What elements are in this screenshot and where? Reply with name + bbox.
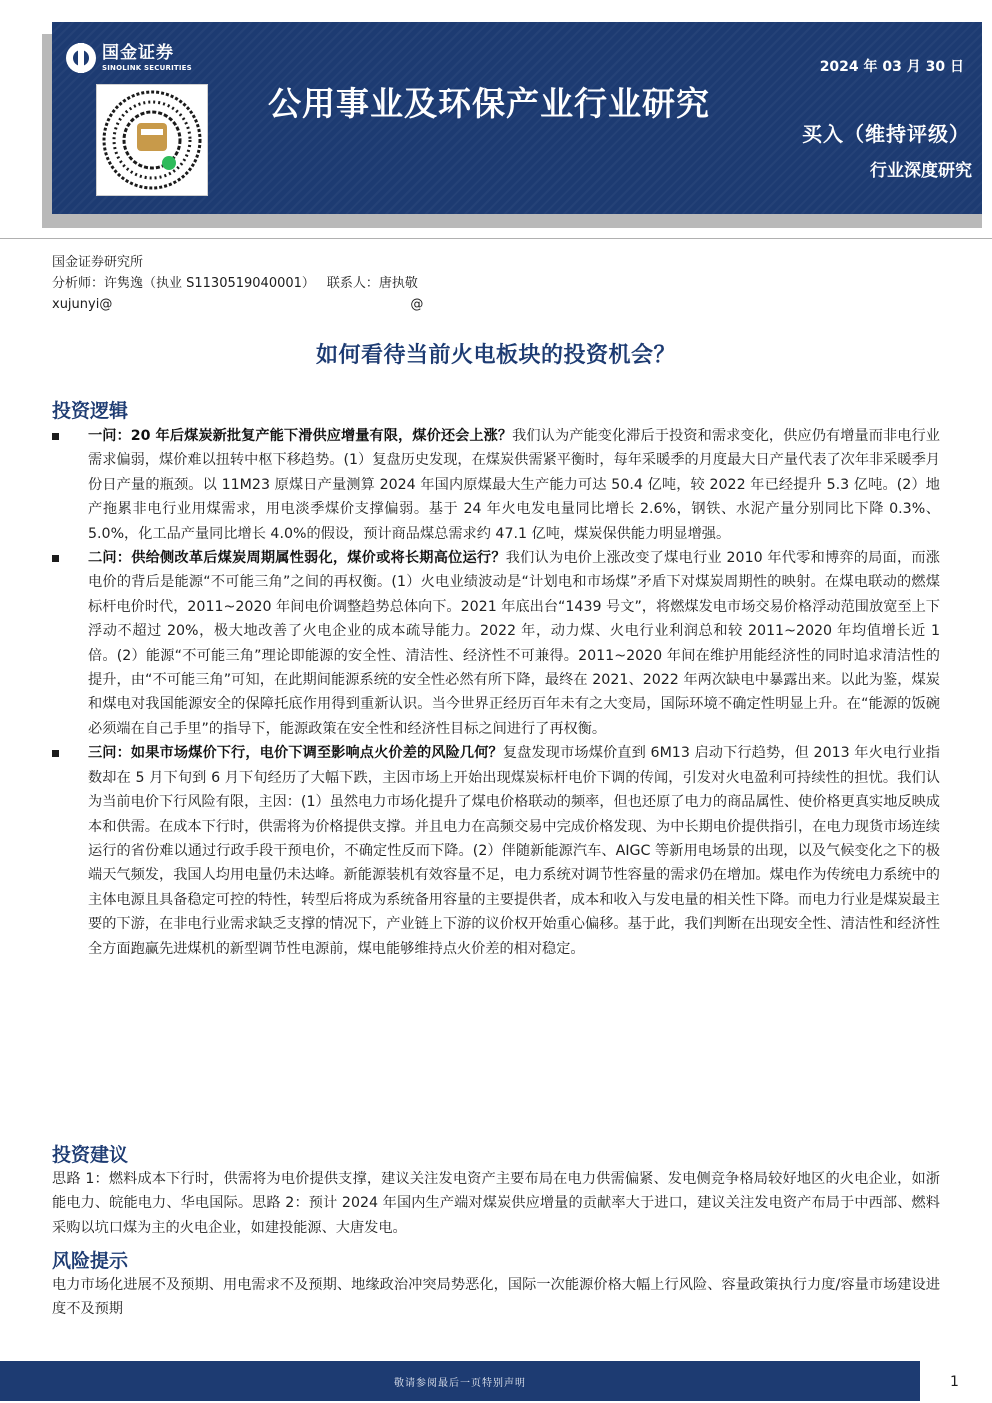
section-heading-advice: 投资建议 bbox=[52, 1144, 129, 1166]
qr-code-icon bbox=[96, 84, 208, 196]
analyst-row bbox=[52, 273, 423, 294]
qr-code-graphic bbox=[97, 85, 207, 195]
logic-item-3 bbox=[52, 741, 940, 961]
report-title: 如何看待当前火电板块的投资机会？ bbox=[315, 343, 676, 368]
company-logo bbox=[66, 40, 206, 76]
logic-list bbox=[52, 424, 940, 961]
report-date: 2024 年 03 月 30 日 bbox=[819, 59, 964, 75]
logic-item-2 bbox=[52, 546, 940, 741]
bullet-square-icon bbox=[52, 555, 59, 562]
logic-answer-1: 我们认为产能变化滞后于投资和需求变化，供应仍有增量而非电行业需求偏弱，煤价难以扭转中枢下移趋势。(1）复盘历史发现，在煤炭供需紧平衡时，每年采暖季的月度最大日产量代表了次年非采暖季月份日产量的瓶颈。以 11M23 原煤日产量测算 2024 年国内原煤最大生产能力可达 50.4 亿吨，较 2022 年已经提升 5.3 亿吨。(2）地产拖累非电行业用煤需求，用电淡季煤价支撑偏弱。基于 24 年火电发电量同比增长 2.6%，钢铁、水泥产量分别同比下降 0.3%、5.0%，化工品产量同比增长 4.0%的假设，预计商品煤总需求约 47.1 亿吨，煤炭保供能力明显增强。 bbox=[88, 428, 940, 542]
logic-question-1: 一问：20 年后煤炭新批复产能下滑供应增量有限，煤价还会上涨？ bbox=[88, 428, 513, 444]
page-number: 1 bbox=[950, 1374, 959, 1390]
analyst-name: 分析师：许隽逸（执业 S1130519040001） bbox=[52, 276, 315, 291]
footer-disclaimer[interactable]: 敬请参阅最后一页特别声明 bbox=[394, 1378, 526, 1389]
bullet-square-icon bbox=[52, 433, 59, 440]
risk-paragraph: 电力市场化进展不及预期、用电需求不及预期、地缘政治冲突局势恶化，国际一次能源价格大幅上行风险、容量政策执行力度/容量市场建设进度不及预期 bbox=[52, 1277, 940, 1318]
advice-paragraph: 思路 1：燃料成本下行时，供需将为电价提供支撑，建议关注发电资产主要布局在电力供需偏紧、发电侧竞争格局较好地区的火电企业，如浙能电力、皖能电力、华电国际。思路 2：预计 2024 年国内生产端对煤炭供应增量的贡献率大于进口，建议关注发电资产布局于中西部、燃料采购以坑口煤为主的火电企业，如建投能源、大唐发电。 bbox=[52, 1171, 940, 1236]
analyst-email[interactable]: xujunyi@ bbox=[52, 297, 113, 312]
bullet-square-icon bbox=[52, 750, 59, 757]
logic-item-1 bbox=[52, 424, 940, 546]
sinolink-logo-icon bbox=[66, 43, 96, 73]
logo-text bbox=[102, 42, 192, 72]
section-heading-risk: 风险提示 bbox=[52, 1250, 129, 1272]
logic-question-3: 三问：如果市场煤价下行，电价下调至影响点火价差的风险几何？ bbox=[88, 745, 503, 762]
header-divider bbox=[0, 238, 992, 239]
contact-name: 联系人：唐执敬 bbox=[326, 276, 418, 291]
logic-question-2: 二问：供给侧改革后煤炭周期属性弱化，煤价或将长期高位运行？ bbox=[88, 550, 506, 567]
report-series-title: 公用事业及环保产业行业研究 bbox=[268, 84, 710, 123]
analyst-block bbox=[52, 252, 423, 315]
section-heading-logic: 投资逻辑 bbox=[52, 400, 129, 422]
logic-answer-2: 我们认为电价上涨改变了煤电行业 2010 年代零和博弈的局面，而涨电价的背后是能源“不可能三角”之间的再权衡。(1）火电业绩波动是“计划电和市场煤”矛盾下对煤炭周期性的映射。在煤电联动的燃煤标杆电价时代，2011~2020 年间电价调整趋势总体向下。2021 年底出台“1439 号文”，将燃煤发电市场交易价格浮动范围放宽至上下浮动不超过 20%，极大地改善了火电企业的成本疏导能力。2022 年，动力煤、火电行业利润总和较 2011~2020 年均值增长近 1 倍。(2）能源“不可能三角”理论即能源的安全性、清洁性、经济性不可兼得。2011~2020 年间在维护用能经济性的同时追求清洁性的提升，由“不可能三角”可知，在此期间能源系统的安全性必然有所下降，最终在 2021、2022 年两次缺电中暴露出来。以此为鉴，煤炭和煤电对我国能源安全的保障托底作用得到重新认识。当今世界正经历百年未有之大变局，国际环境不确定性明显上升。在“能源的饭碗必须端在自己手里”的指导下，能源政策在安全性和经济性目标之间进行了再权衡。 bbox=[88, 550, 940, 737]
email-row bbox=[52, 294, 423, 315]
contact-email[interactable]: @ bbox=[410, 297, 424, 312]
report-type-label: 行业深度研究 bbox=[870, 161, 972, 181]
rating-label: 买入（维持评级） bbox=[802, 122, 970, 146]
institute-name: 国金证券研究所 bbox=[52, 255, 144, 270]
logo-name-en: SINOLINK SECURITIES bbox=[102, 63, 192, 72]
logo-name-cn: 国金证券 bbox=[102, 42, 174, 63]
logic-answer-3: 复盘发现市场煤价直到 6M13 启动下行趋势，但 2013 年火电行业指数却在 5 月下旬到 6 月下旬经历了大幅下跌，主因市场上开始出现煤炭标杆电价下调的传闻，引发对火电盈利可持续性的担忧。我们认为当前电价下行风险有限，主因：(1）虽然电力市场化提升了煤电价格联动的频率，但也还原了电力的商品属性、使价格更真实地反映成本和供需。在成本下行时，供需将为价格提供支撑。并且电力在高频交易中完成价格发现、为中长期电价提供指引，在电力现货市场连续运行的省份难以通过行政手段干预电价，不确定性反而下降。(2）伴随新能源汽车、AIGC 等新用电场景的出现，以及气候变化之下的极端天气频发，我国人均用电量仍未达峰。新能源装机有效容量不足，电力系统对调节性容量的需求仍在增加。煤电作为传统电力系统中的主体电源且具备稳定可控的特性，转型后将成为系统备用容量的主要提供者，成本和收入与发电量的相关性下降。而电力行业是煤炭最主要的下游，在非电行业需求缺乏支撑的情况下，产业链上下游的议价权开始重心偏移。基于此，我们判断在出现安全性、清洁性和经济性全方面跑赢先进煤机的新型调节性电源前，煤电能够维持点火价差的相对稳定。 bbox=[88, 745, 940, 957]
